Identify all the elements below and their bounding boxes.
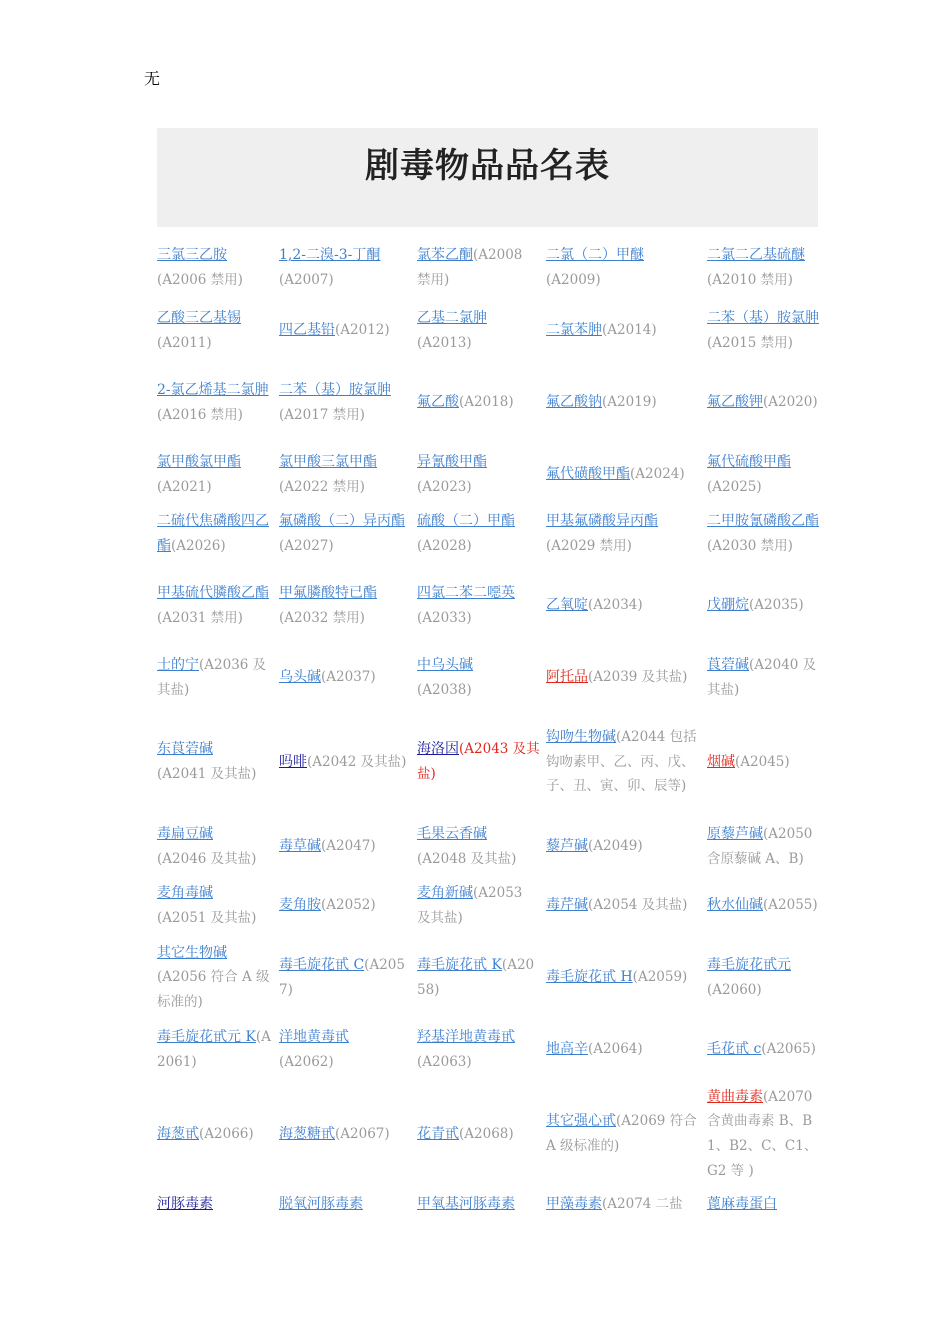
table-cell [157, 879, 279, 938]
substance-link[interactable]: 氟磷酸（二）异丙酯 [279, 512, 405, 529]
table-cell [279, 1082, 417, 1192]
substance-link[interactable]: 脱氧河豚毒素 [279, 1196, 363, 1212]
substance-code: (A2030 禁用) [707, 537, 793, 554]
title-banner [157, 128, 818, 227]
table-row [157, 1082, 825, 1192]
substance-link[interactable]: 二氯苯胂 [546, 322, 602, 339]
table-cell [707, 938, 825, 1023]
table-cell [157, 710, 279, 820]
table-cell [546, 1023, 707, 1082]
table-row [157, 363, 825, 448]
table-cell [707, 304, 825, 363]
table-cell [546, 304, 707, 363]
substance-link[interactable]: 原藜芦碱 [707, 825, 763, 842]
substance-link[interactable]: 氯甲酸三氯甲酯 [279, 453, 377, 470]
substance-link[interactable]: 乙氧啶 [546, 597, 588, 614]
substance-link[interactable]: 花青甙 [417, 1125, 459, 1142]
table-row [157, 448, 825, 507]
table-cell [157, 448, 279, 507]
substance-link[interactable]: 海葱甙 [157, 1125, 199, 1142]
table-cell [417, 1082, 546, 1192]
substance-link[interactable]: 中乌头碱 [417, 656, 473, 673]
substance-code: (A2042 及其盐) [307, 753, 407, 770]
substance-code: (A2014) [602, 322, 657, 339]
substance-code: (A2040 及其盐) [707, 656, 817, 698]
table-cell [279, 238, 417, 304]
table-cell [707, 1192, 825, 1223]
table-cell [707, 820, 825, 879]
substance-link[interactable]: 二氯二乙基硫醚 [707, 247, 805, 264]
table-cell [546, 710, 707, 820]
substance-code: (A2008 禁用) [417, 247, 523, 288]
table-cell [417, 566, 546, 651]
table-cell [417, 879, 546, 938]
substance-code: (A2034) [588, 597, 643, 614]
substance-code: (A2054 及其盐) [588, 897, 688, 914]
table-cell [546, 238, 707, 304]
substance-code: (A2019) [602, 394, 657, 411]
table-cell [279, 304, 417, 363]
substance-code: (A2009) [546, 272, 601, 288]
table-cell [279, 710, 417, 820]
table-cell [546, 1082, 707, 1192]
substance-link[interactable]: 氟代磺酸甲酯 [546, 466, 630, 483]
substance-link[interactable]: 蓖麻毒蛋白 [707, 1196, 777, 1212]
substance-link[interactable]: 地高辛 [546, 1041, 588, 1058]
substance-code: (A2012) [335, 322, 390, 339]
substance-link[interactable]: 二苯（基）胺氯胂 [279, 381, 391, 398]
table-cell [279, 651, 417, 710]
table-cell [279, 448, 417, 507]
substance-code: (A2050 含原藜碱 A、B) [707, 825, 813, 867]
table-cell [707, 448, 825, 507]
substance-link[interactable]: 麦角胺 [279, 897, 321, 914]
substance-link[interactable]: 四乙基铅 [279, 322, 335, 339]
substance-link[interactable]: 毒扁豆碱 [157, 825, 213, 842]
table-cell [546, 566, 707, 651]
substance-link[interactable]: 戊硼烷 [707, 597, 749, 614]
substance-code: (A2029 禁用) [546, 537, 632, 554]
substance-code: (A2074 二盐 [602, 1196, 683, 1212]
substance-code: (A2035) [749, 597, 804, 614]
substance-link[interactable]: 吗啡 [279, 753, 307, 770]
substance-link[interactable]: 氟乙酸钾 [707, 394, 763, 411]
substance-code: (A2027) [279, 537, 334, 554]
table-cell [707, 879, 825, 938]
substance-code: (A2023) [417, 478, 472, 495]
substance-code: (A2016 禁用) [157, 406, 243, 423]
table-cell [707, 363, 825, 448]
substance-link[interactable]: 四氯二苯二噁英 [417, 584, 515, 601]
substance-code: (A2062) [279, 1053, 334, 1070]
table-row [157, 238, 825, 304]
substance-link[interactable]: 海洛因 [417, 741, 459, 758]
substance-code: (A2011) [157, 334, 212, 351]
table-cell [417, 507, 546, 566]
table-cell [417, 820, 546, 879]
page-title: 剧毒物品品名表 [365, 146, 610, 186]
substance-code: (A2017 禁用) [279, 406, 365, 423]
substance-code: (A2031 禁用) [157, 609, 243, 626]
substance-code: (A2043 及其盐) [417, 741, 540, 782]
substance-link[interactable]: 异氰酸甲酯 [417, 453, 487, 470]
substance-link[interactable]: 秋水仙碱 [707, 897, 763, 914]
table-cell [279, 363, 417, 448]
substance-code: (A2010 禁用) [707, 272, 793, 288]
table-row [157, 710, 825, 820]
table-cell [279, 938, 417, 1023]
substance-code: (A2066) [199, 1125, 254, 1142]
table-cell [157, 304, 279, 363]
substance-link[interactable]: 二氯（二）甲醚 [546, 247, 644, 264]
substance-code: (A2032 禁用) [279, 609, 365, 626]
table-cell [157, 363, 279, 448]
substance-code: (A2047) [321, 838, 376, 855]
table-cell [546, 363, 707, 448]
substance-code: (A2052) [321, 897, 376, 914]
table-cell [417, 448, 546, 507]
table-cell [157, 820, 279, 879]
substance-link[interactable]: 阿托品 [546, 669, 588, 686]
table-cell [707, 238, 825, 304]
substance-link[interactable]: 莨菪碱 [707, 656, 749, 673]
substance-code: (A2028) [417, 537, 472, 554]
substance-code: (A2045) [735, 753, 790, 770]
table-row [157, 507, 825, 566]
table-row [157, 1192, 825, 1223]
table-cell [546, 448, 707, 507]
substance-code: (A2053 及其盐) [417, 884, 523, 926]
substance-link[interactable]: 氯甲酸氯甲酯 [157, 453, 241, 470]
table-cell [707, 1082, 825, 1192]
table-cell [707, 651, 825, 710]
substance-code: (A2049) [588, 838, 643, 855]
table-row [157, 938, 825, 1023]
substance-link[interactable]: 2-氯乙烯基二氯胂 [157, 381, 269, 398]
substance-code: (A2070 含黄曲毒素 B、B1、B2、C、C1、G2 等 ) [707, 1088, 818, 1179]
table-cell [417, 938, 546, 1023]
substance-link[interactable]: 黄曲毒素 [707, 1088, 763, 1105]
page-note: 无 [144, 69, 161, 88]
substance-code: (A2058) [417, 956, 535, 998]
substance-link[interactable]: 乙酸三乙基锡 [157, 309, 241, 326]
table-cell [707, 710, 825, 820]
substance-code: (A2038) [417, 681, 472, 698]
substance-link[interactable]: 藜芦碱 [546, 838, 588, 855]
table-cell [417, 710, 546, 820]
substance-link[interactable]: 毒芹碱 [546, 897, 588, 914]
substance-code: (A2015 禁用) [707, 334, 793, 351]
substance-link[interactable]: 毒毛旋花甙 H [546, 969, 633, 986]
substance-code: (A2051 及其盐) [157, 909, 257, 926]
substance-link[interactable]: 三氯三乙胺 [157, 247, 227, 264]
table-cell [546, 820, 707, 879]
table-row [157, 566, 825, 651]
substance-code: (A2022 禁用) [279, 478, 365, 495]
substance-code: (A2018) [459, 394, 514, 411]
substance-code: (A2059) [632, 969, 688, 986]
table-row [157, 304, 825, 363]
substance-code: (A2067) [335, 1125, 390, 1142]
substance-code: (A2039 及其盐) [588, 669, 688, 686]
substance-code: (A2021) [157, 478, 212, 495]
substance-code: (A2061) [157, 1028, 271, 1070]
substance-link[interactable]: 毒毛旋花甙 C [279, 956, 365, 973]
substance-link[interactable]: 甲氟膦酸特已酯 [279, 584, 377, 601]
substance-link[interactable]: 河豚毒素 [157, 1196, 213, 1212]
substance-link[interactable]: 麦角毒碱 [157, 884, 213, 901]
substance-link[interactable]: 烟碱 [707, 753, 735, 770]
table-cell [546, 651, 707, 710]
substance-link[interactable]: 毛果云香碱 [417, 825, 487, 842]
substance-code: (A2048 及其盐) [417, 850, 517, 867]
toxic-substance-table [157, 238, 825, 1223]
substance-link[interactable]: 氯苯乙酮 [417, 247, 473, 264]
table-cell [157, 1023, 279, 1082]
table-cell [279, 507, 417, 566]
substance-code: (A2057) [279, 956, 405, 998]
substance-code: (A2069 符合 A 级标准的) [546, 1113, 697, 1154]
table-cell [279, 1192, 417, 1223]
table-cell [157, 507, 279, 566]
substance-link[interactable]: 甲氧基河豚毒素 [417, 1196, 515, 1212]
substance-code: (A2006 禁用) [157, 272, 243, 288]
substance-code: (A2020) [763, 394, 818, 411]
table-cell [279, 820, 417, 879]
substance-link[interactable]: 毒毛旋花甙元 [707, 956, 791, 973]
substance-link[interactable]: 毒毛旋花甙元 K [157, 1028, 256, 1045]
table-cell [279, 566, 417, 651]
substance-link[interactable]: 甲藻毒素 [546, 1196, 602, 1212]
table-cell [157, 566, 279, 651]
substance-link[interactable]: 钩吻生物碱 [546, 729, 616, 746]
substance-code: (A2060) [707, 981, 762, 998]
substance-code: (A2056 符合 A 级标准的) [157, 969, 270, 1010]
table-row [157, 879, 825, 938]
substance-link[interactable]: 其它生物碱 [157, 944, 227, 961]
substance-code: (A2063) [417, 1053, 472, 1070]
table-cell [157, 1192, 279, 1223]
substance-link[interactable]: 海葱糖甙 [279, 1125, 335, 1142]
substance-link[interactable]: 洋地黄毒甙 [279, 1028, 349, 1045]
substance-link[interactable]: 毒草碱 [279, 838, 321, 855]
table-cell [417, 238, 546, 304]
substance-link[interactable]: 毛花甙 c [707, 1041, 762, 1058]
substance-link[interactable]: 乙基二氯胂 [417, 309, 487, 326]
table-cell [546, 507, 707, 566]
substance-link[interactable]: 其它强心甙 [546, 1113, 616, 1130]
table-cell [417, 304, 546, 363]
substance-link[interactable]: 氟乙酸钠 [546, 394, 602, 411]
substance-link[interactable]: 甲基硫代膦酸乙酯 [157, 584, 269, 601]
table-cell [417, 363, 546, 448]
substance-link[interactable]: 二苯（基）胺氯胂 [707, 309, 819, 326]
table-cell [707, 566, 825, 651]
substance-link[interactable]: 羟基洋地黄毒甙 [417, 1028, 515, 1045]
table-cell [279, 879, 417, 938]
substance-code: (A2046 及其盐) [157, 850, 257, 867]
substance-code: (A2013) [417, 334, 472, 351]
table-row [157, 651, 825, 710]
substance-link[interactable]: 1,2-二溴-3-丁酮 [279, 247, 381, 264]
substance-code: (A2033) [417, 609, 472, 626]
substance-link[interactable]: 东莨菪碱 [157, 741, 213, 758]
substance-code: (A2025) [707, 478, 762, 495]
substance-code: (A2037) [321, 669, 376, 686]
table-cell [157, 938, 279, 1023]
table-row [157, 1023, 825, 1082]
substance-code: (A2041 及其盐) [157, 766, 257, 782]
table-cell [417, 651, 546, 710]
substance-link[interactable]: 二甲胺氰磷酸乙酯 [707, 512, 819, 529]
substance-code: (A2044 包括钩吻素甲、乙、丙、戊、子、丑、寅、卯、辰等) [546, 729, 697, 795]
substance-link[interactable]: 士的宁 [157, 656, 199, 673]
table-cell [417, 1023, 546, 1082]
substance-code: (A2007) [279, 272, 334, 288]
substance-link[interactable]: 毒毛旋花甙 K [417, 956, 502, 973]
table-cell [546, 879, 707, 938]
substance-link[interactable]: 硫酸（二）甲酯 [417, 512, 515, 529]
table-cell [546, 1192, 707, 1223]
substance-code: (A2055) [763, 897, 818, 914]
table-cell [157, 1082, 279, 1192]
substance-link[interactable]: 乌头碱 [279, 669, 321, 686]
substance-link[interactable]: 氟代硫酸甲酯 [707, 453, 791, 470]
table-cell [546, 938, 707, 1023]
substance-code: (A2026) [171, 537, 226, 554]
substance-code: (A2068) [459, 1125, 514, 1142]
substance-code: (A2065) [761, 1041, 816, 1058]
substance-code: (A2064) [588, 1041, 643, 1058]
substance-link[interactable]: 麦角新碱 [417, 884, 473, 901]
table-cell [279, 1023, 417, 1082]
table-cell [157, 238, 279, 304]
table-cell [707, 507, 825, 566]
substance-link[interactable]: 甲基氟磷酸异丙酯 [546, 512, 658, 529]
table-cell [707, 1023, 825, 1082]
table-cell [157, 651, 279, 710]
substance-code: (A2024) [630, 466, 685, 483]
substance-code: (A2036 及其盐) [157, 656, 267, 698]
substance-link[interactable]: 二硫代焦磷酸四乙酯 [157, 512, 269, 554]
table-cell [417, 1192, 546, 1223]
table-row [157, 820, 825, 879]
substance-link[interactable]: 氟乙酸 [417, 394, 459, 411]
